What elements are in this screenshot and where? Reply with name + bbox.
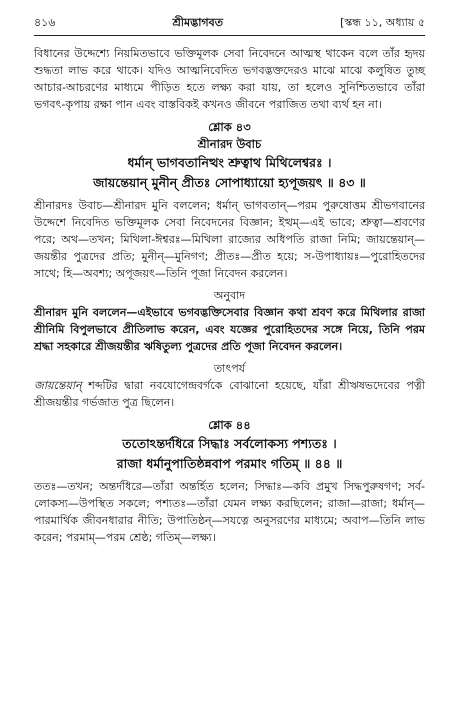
verse-44-synonyms: ততঃ—তখন; অন্তর্দধিরে—তাঁরা অন্তর্হিত হলেন; সিদ্ধাঃ—কবি প্রমুখ সিদ্ধপুরুষগণ; সর্ব-লোকস্য—উপস্থিত সকলে; পশ্যতঃ—তাঁরা যেমন লক্ষ্য করছিলেন; রাজা—রাজা; ধর্মান্—পারমার্থিক জীবনধারার নীতি; উপাতিষ্ঠন্—সযত্নে অনুসরণের মাধ্যমে; অবাপ—তিনি লাভ করেন; পরমাম্—পরম শ্রেষ্ঠ; গতিম্—লক্ষ্য। — [34, 480, 425, 544]
verse-43-line-1: ধর্মান্ ভাগবতানিত্থং শ্রুত্বাথ মিথিলেশ্বরঃ । — [127, 155, 332, 170]
purport-italic-term: জায়ন্তেয়ান্ — [34, 379, 82, 392]
verse-43-purport — [34, 377, 425, 411]
verse-43-speaker: শ্রীনারদ উবাচ — [197, 137, 262, 151]
purport-text: শব্দটির দ্বারা নবযোগেন্দ্রবর্গকে বোঝানো হয়েছে, যাঁরা শ্রীঋষভদেবের পত্নী শ্রীজয়ন্তীর গর্ভজাত পুত্র ছিলেন। — [34, 379, 425, 409]
page-number: ৪১৬ — [34, 15, 56, 29]
intro-paragraph: বিধানের উদ্দেশ্যে নিয়মিতভাবে ভক্তিমূলক সেবা নিবেদনে আত্মস্থ থাকেন বলে তাঁর হৃদয় শুদ্ধতা লাভ করে থাকে। যদিও আত্মনিবেদিত ভগবদ্ভক্তদেরও মাঝে মাঝে কলুষিত তুচ্ছ আচার-আচরণের মাধ্যমে পীড়িত হতে লক্ষ্য করা যায়, তা হলেও সুনিশ্চিতভাবে তাঁরা ভগবৎ-কৃপায় রক্ষা পান এবং বাস্তবিকই কখনও জীবনে পরাজিত তথা ব্যর্থ হন না। — [34, 47, 425, 111]
verse-43-translation: শ্রীনারদ মুনি বললেন—এইভাবে ভগবদ্ভক্তিসেবার বিজ্ঞান কথা শ্রবণ করে মিথিলার রাজা শ্রীনিমি বিপুলভাবে প্রীতিলাভ করেন, এবং যজ্ঞের পুরোহিতদের সঙ্গে নিয়ে, তিনি পরম শ্রদ্ধা সহকারে শ্রীজয়ন্তীর ঋষিতুল্য পুত্রদের প্রতি পূজা নিবেদন করলেন। — [34, 306, 425, 353]
verse-44-label: শ্লোক ৪৪ — [208, 418, 251, 432]
verse-44-line-2: রাজা ধর্মানুপাতিষ্ঠন্নবাপ পরমাং গতিম্ ॥ ৪৪ ॥ — [116, 456, 343, 471]
purport-label: তাৎপর্য — [213, 362, 246, 375]
translation-label: অনুবাদ — [213, 289, 246, 302]
page-header — [34, 16, 425, 30]
chapter-reference: [স্কন্ধ ১১, অধ্যায় ৫ — [340, 15, 425, 29]
verse-43-line-2: জায়ন্তেয়ান্ মুনীন্ প্রীতঃ সোপাধ্যায়ো হ্যপূজয়ৎ ॥ ৪৩ ॥ — [93, 175, 366, 190]
verse-44-line-1: ততোঽন্তর্দধিরে সিদ্ধাঃ সর্বলোকস্য পশ্যতঃ । — [122, 436, 337, 451]
verse-43-synonyms: শ্রীনারদঃ উবাচ—শ্রীনারদ মুনি বললেন; ধর্মান্ ভাগবতান্—পরম পুরুষোত্তম শ্রীভগবানের উদ্দেশে নিবেদিত ভক্তিমূলক সেবা নিবেদনের বিজ্ঞান; ইত্থম্—এই ভাবে; শ্রুত্বা—শ্রবণের পরে; অথ—তখন; মিথিলা-ঈশ্বরঃ—মিথিলা রাজ্যের অধিপতি রাজা নিমি; জায়ন্তেয়ান্—জয়ন্তীর পুত্রদের প্রতি; মুনীন্—মুনিগণ; প্রীতঃ—প্রীত হয়ে; স-উপাধ্যায়ঃ—পুরোহিতদের সাথে; হি—অবশ্য; অপূজয়ৎ—তিনি পূজা নিবেদন করলেন। — [34, 199, 425, 280]
book-title: শ্রীমদ্ভাগবত — [172, 15, 223, 29]
verse-43-label: শ্লোক ৪৩ — [208, 120, 251, 134]
header-rule — [34, 35, 425, 36]
